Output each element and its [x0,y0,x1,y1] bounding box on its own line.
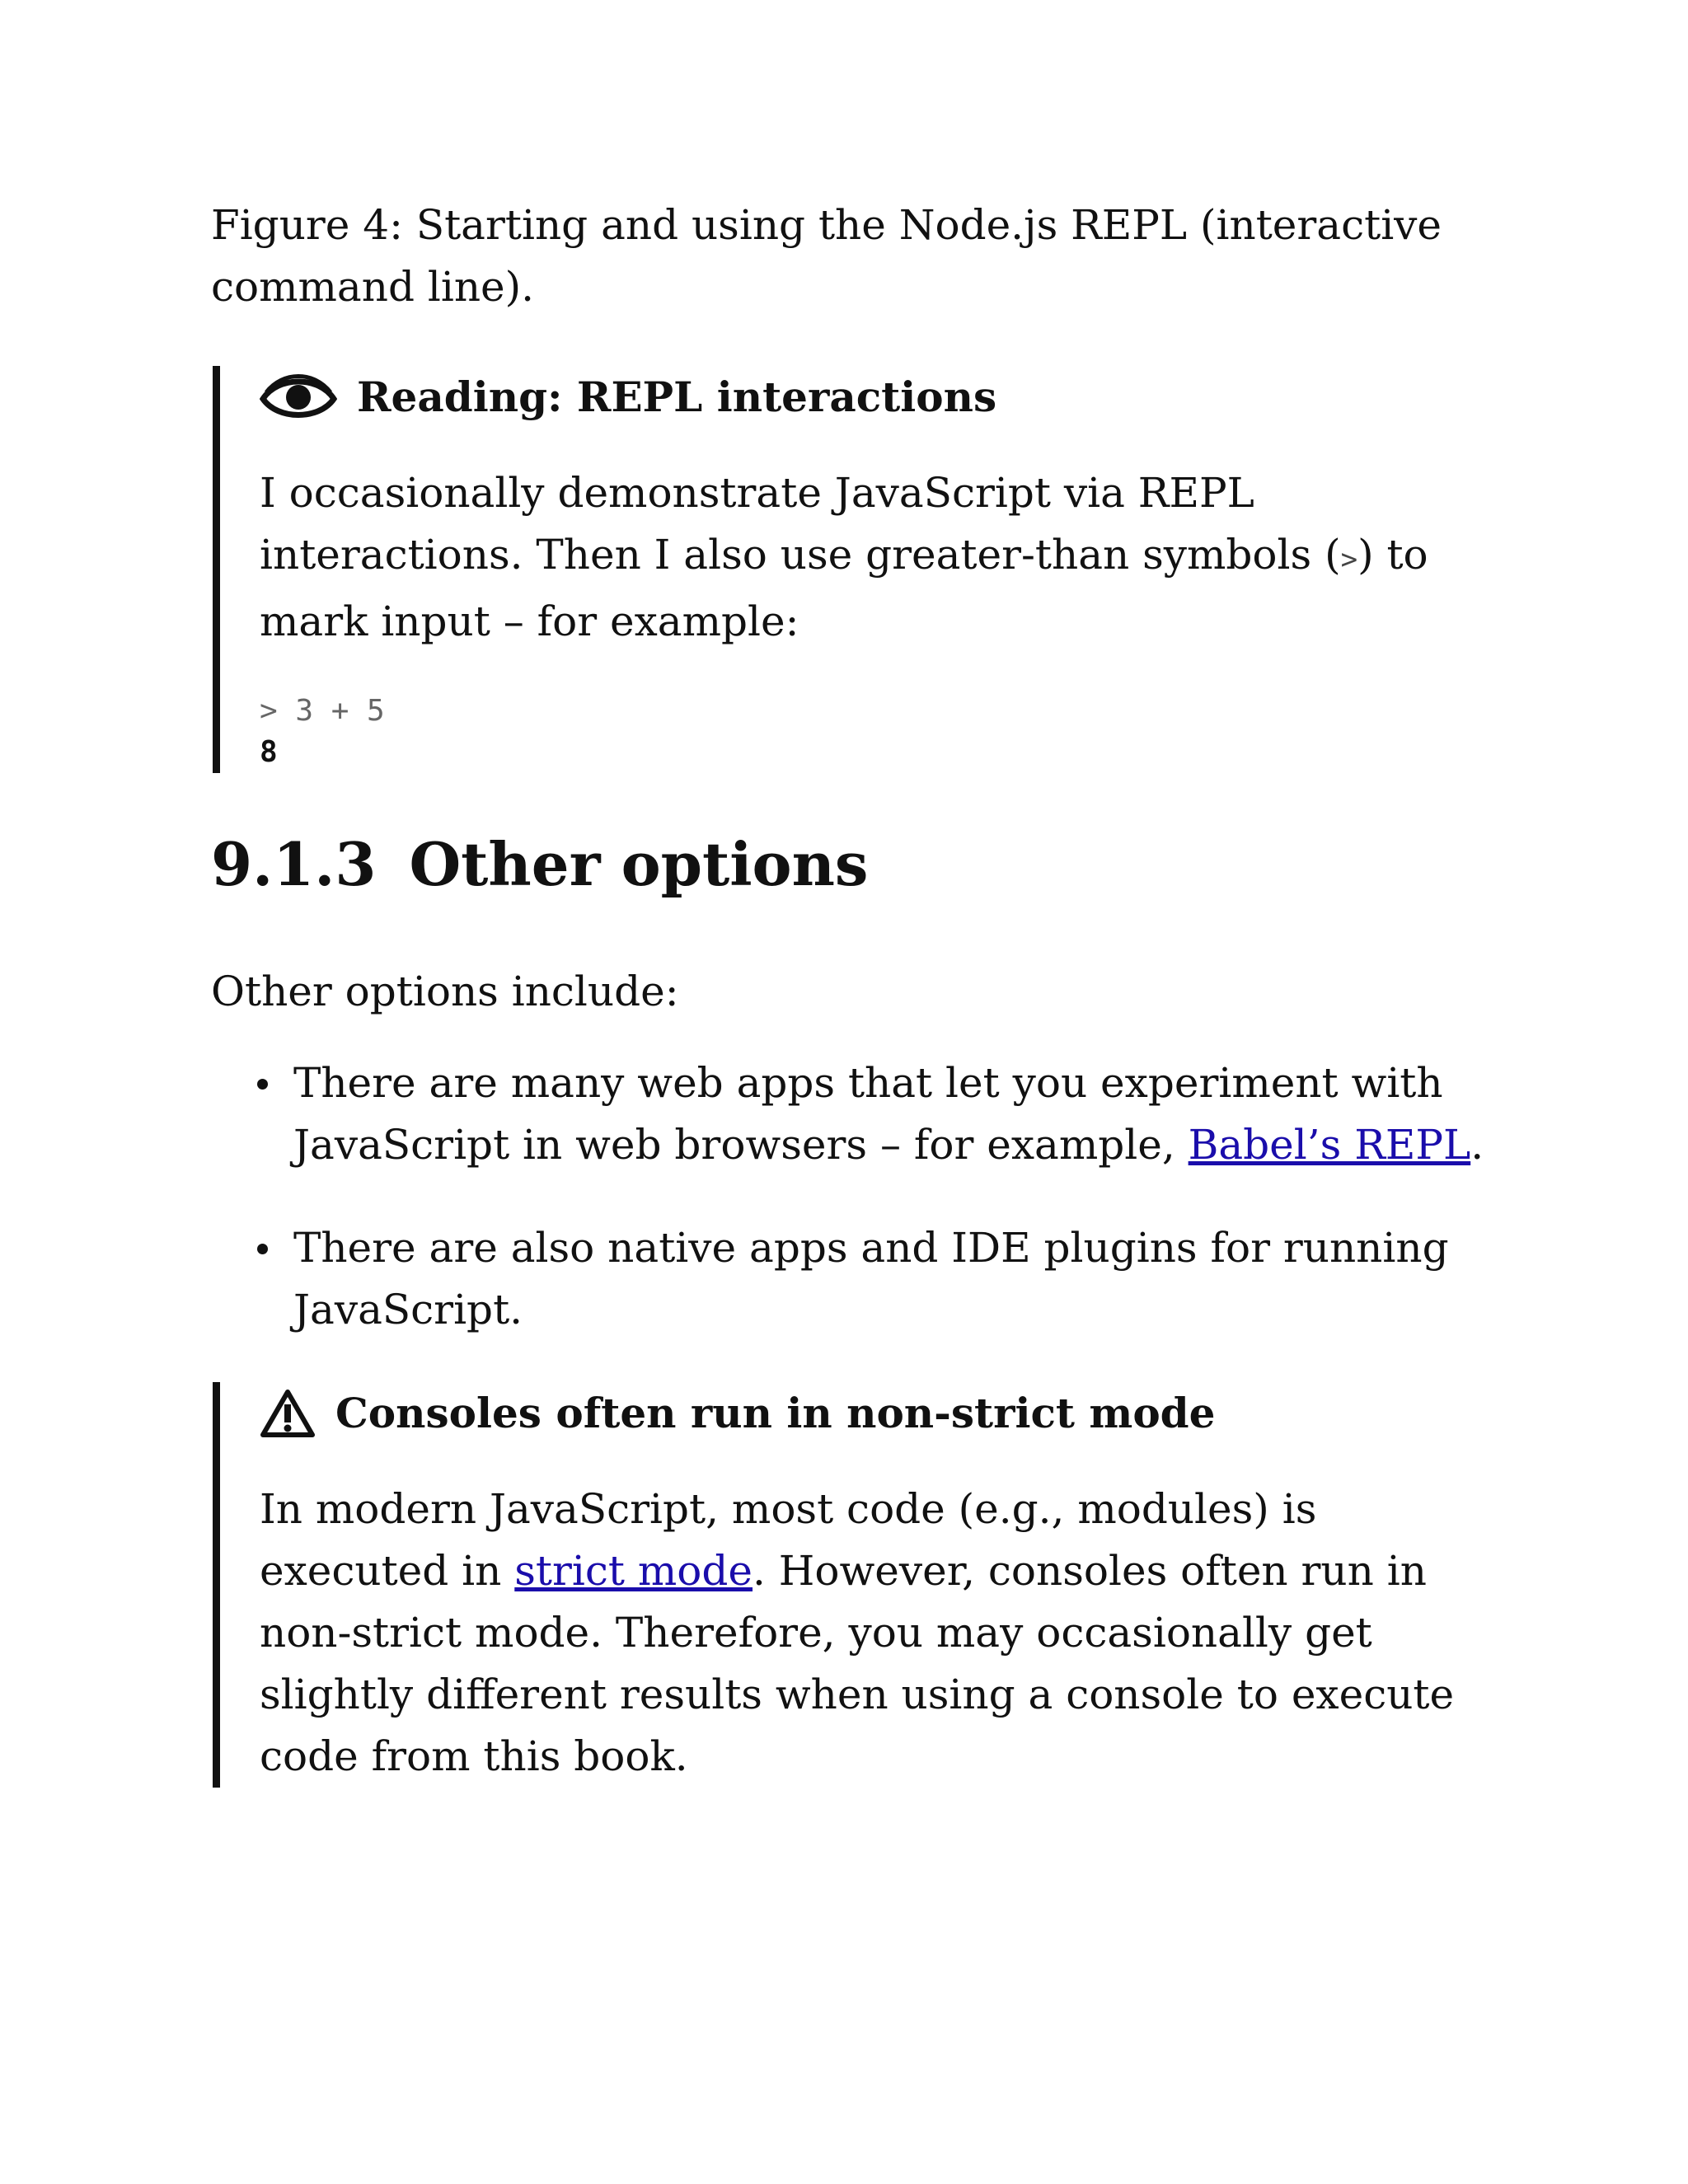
warning-icon [260,1388,316,1439]
callout-warning-body: In modern JavaScript, most code (e.g., modules) is executed in strict mode. However, consoles often run in non-strict mode. Therefore, you may occasionally get slightly different results when using a console to execute code from this book. [260,1485,1455,1780]
options-list [211,1052,1497,1341]
code-input-line: > 3 + 5 [260,694,385,728]
callout-warning-heading [260,1382,1497,1444]
intro-paragraph: Other options include: [211,968,679,1015]
code-output-line: 8 [260,735,278,769]
section-heading [211,827,1497,902]
section-number: 9.1.3 [211,829,377,899]
callout-warning [213,1382,1497,1788]
code-block [260,691,1497,773]
eye-icon [260,373,337,422]
list-item: There are many web apps that let you experiment with JavaScript in web browsers – for example, Babel’s REPL. [293,1052,1497,1176]
callout-reading-body: I occasionally demonstrate JavaScript via REPL interactions. Then I also use greater-than symbols (>) to mark input – for example: [260,469,1428,645]
strict-mode-link[interactable]: strict mode [514,1547,753,1595]
callout-warning-title: Consoles often run in non-strict mode [335,1389,1216,1437]
inline-code-greater-than: > [1340,543,1358,576]
babel-repl-link[interactable]: Babel’s REPL [1188,1121,1471,1169]
callout-reading-title: Reading: REPL interactions [357,373,997,421]
page-content [211,194,1497,1788]
figure-caption: Figure 4: Starting and using the Node.js REPL (interactive command line). [211,201,1442,311]
list-item: There are also native apps and IDE plugins for running JavaScript. [293,1217,1497,1341]
callout-reading [213,366,1497,773]
callout-reading-heading [260,366,1497,428]
section-title: Other options [409,829,869,899]
